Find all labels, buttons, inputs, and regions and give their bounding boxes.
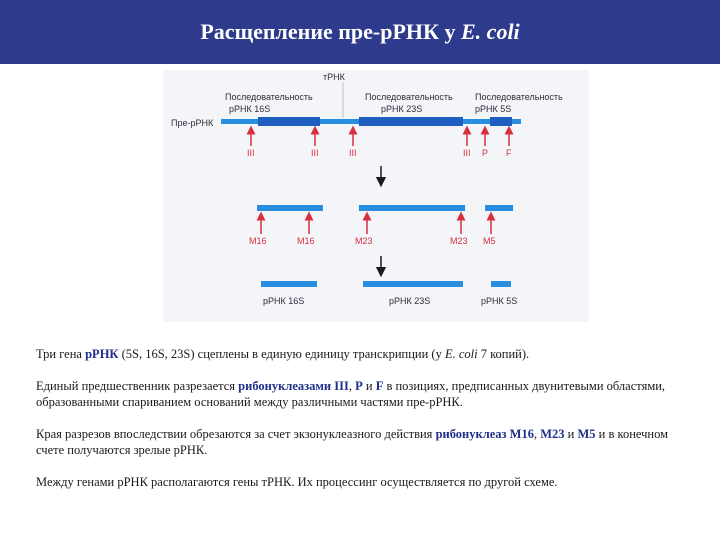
term-rnase-m23: М23	[540, 427, 565, 441]
label-trna: тРНК	[323, 72, 345, 82]
intermediate-23s	[359, 205, 465, 211]
paragraph-2: Единый предшественник разрезается рибонуклеазами III, P и F в позициях, предписанных двунитевыми областями, образованными спариванием оснований между различными частями пре-рРНК.	[36, 379, 666, 409]
label-final-23s: рРНК 23S	[389, 296, 431, 306]
trim-label-m16-2: M16	[297, 236, 315, 246]
trim-label-m23-2: M23	[450, 236, 468, 246]
term-rrna: рРНК	[85, 347, 119, 361]
cut-label-iii-4: III	[463, 148, 471, 158]
term-ecoli: E. coli	[444, 347, 478, 361]
cut-label-f: F	[506, 148, 512, 158]
figure-svg	[163, 70, 589, 322]
slide-header	[0, 0, 720, 64]
cut-label-iii-2: III	[311, 148, 319, 158]
slide-title	[0, 0, 720, 64]
label-final-5s: рРНК 5S	[481, 296, 518, 306]
term-rnase-m16: рибонуклеаз М16	[435, 427, 534, 441]
term-rnase-m5: М5	[577, 427, 596, 441]
label-pre-rrna: Пре-рРНК	[171, 118, 214, 128]
intermediate-5s	[485, 205, 513, 211]
title-prefix: Расщепление пре-рРНК у	[200, 19, 461, 44]
label-seq23-l1: Последовательность	[365, 92, 453, 102]
paragraph-4: Между генами рРНК располагаются гены тРНК. Их процессинг осуществляется по другой схеме.	[36, 475, 558, 489]
mature-5s	[491, 281, 511, 287]
rrna-processing-figure	[163, 70, 589, 322]
trim-label-m5: M5	[483, 236, 496, 246]
pre-23s-region	[359, 117, 463, 126]
paragraph-1: Три гена рРНК (5S, 16S, 23S) сцеплены в единую единицу транскрипции (у E. coli 7 копий).	[36, 347, 530, 361]
mature-16s	[261, 281, 317, 287]
trim-label-m16-1: M16	[249, 236, 267, 246]
label-seq23-l2: рРНК 23S	[381, 104, 423, 114]
cut-label-iii-3: III	[349, 148, 357, 158]
label-seq16-l2: рРНК 16S	[229, 104, 271, 114]
cut-label-iii-1: III	[247, 148, 255, 158]
trim-label-m23-1: M23	[355, 236, 373, 246]
title-species: E. coli	[461, 19, 520, 44]
paragraph-3: Края разрезов впоследствии обрезаются за счет экзонуклеазного действия рибонуклеаз М16, М23 и М5 и в конечном счете получаются зрелые рРНК.	[36, 427, 669, 457]
pre-5s-region	[490, 117, 512, 126]
label-seq5-l2: рРНК 5S	[475, 104, 512, 114]
term-rnase-p: P	[355, 379, 363, 393]
label-seq5-l1: Последовательность	[475, 92, 563, 102]
label-final-16s: рРНК 16S	[263, 296, 305, 306]
intermediate-16s	[257, 205, 323, 211]
term-rnase-f: F	[375, 379, 384, 393]
cut-label-p: P	[482, 148, 489, 158]
pre-16s-region	[258, 117, 320, 126]
term-rnase-iii: рибонуклеазами III	[238, 379, 349, 393]
slide-body	[36, 346, 696, 506]
mature-23s	[363, 281, 463, 287]
label-seq16-l1: Последовательность	[225, 92, 313, 102]
